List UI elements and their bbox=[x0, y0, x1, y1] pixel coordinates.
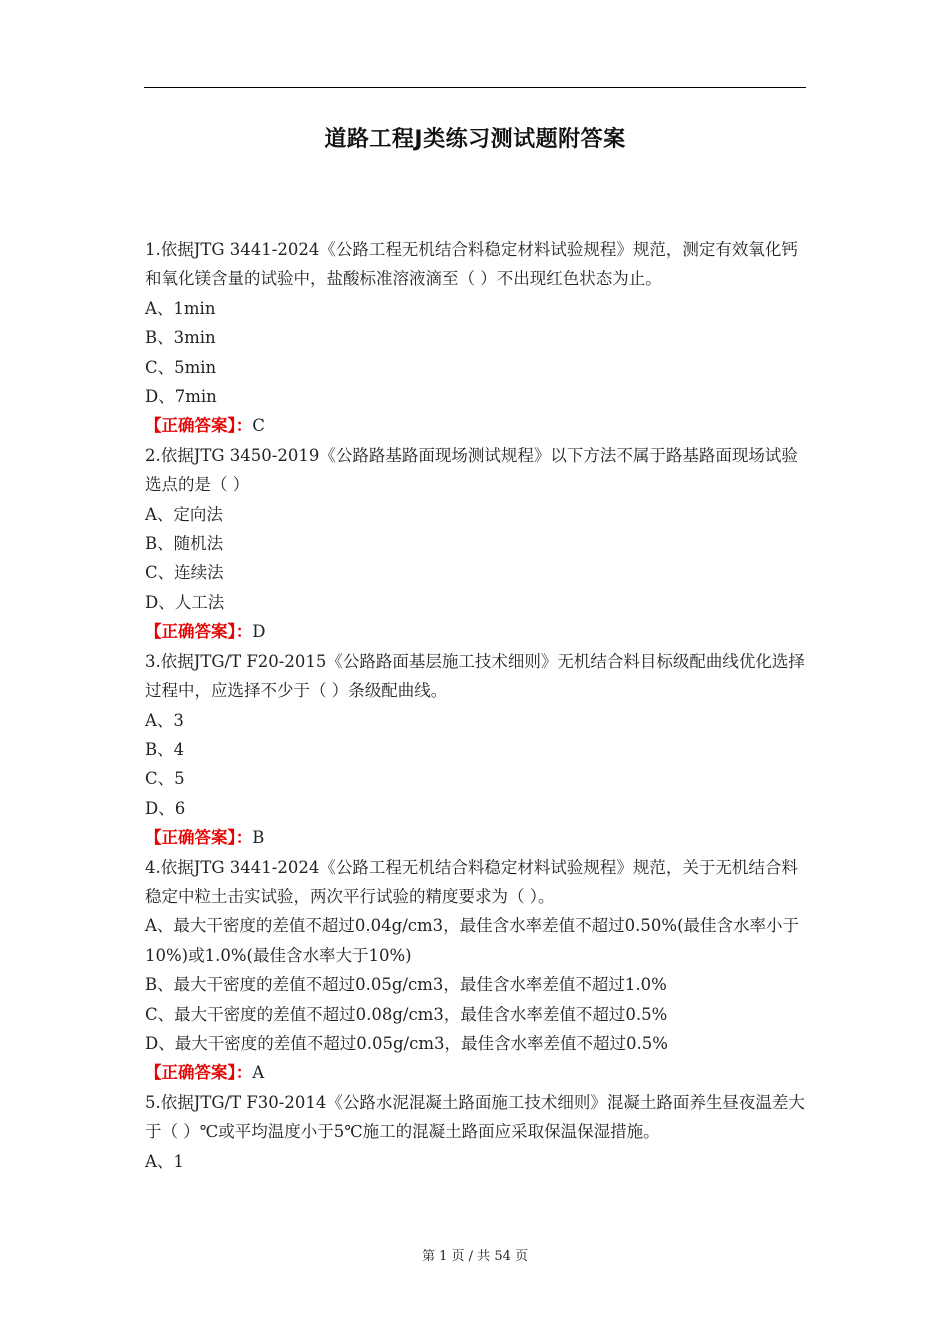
answer-option: A、3 bbox=[145, 710, 184, 730]
answer-option: C、5min bbox=[145, 357, 217, 377]
correct-answer bbox=[145, 1058, 809, 1087]
answer-option: B、4 bbox=[145, 739, 185, 759]
question-block bbox=[145, 647, 809, 853]
question-stem: 3.依据JTG/T F20-2015《公路路面基层施工技术细则》无机结合料目标级配曲线优化选择过程中，应选择不少于（ ）条级配曲线。 bbox=[145, 651, 805, 701]
answer-option: D、7min bbox=[145, 387, 217, 407]
answer-option: A、最大干密度的差值不超过0.04g/cm3，最佳含水率差值不超过0.50%(最佳含水率小于10%)或1.0%(最佳含水率大于10%) bbox=[145, 916, 800, 965]
answer-option: A、定向法 bbox=[145, 504, 223, 524]
correct-answer-label: 【正确答案】： bbox=[145, 416, 253, 436]
answer-option: B、最大干密度的差值不超过0.05g/cm3，最佳含水率差值不超过1.0% bbox=[145, 975, 667, 995]
answer-option: C、5 bbox=[145, 769, 185, 789]
page-footer: 第 1 页 / 共 54 页 bbox=[422, 1249, 528, 1264]
header-rule bbox=[144, 87, 806, 88]
question-stem: 4.依据JTG 3441-2024《公路工程无机结合料稳定材料试验规程》规范，关于无机结合料稳定中粒土击实试验，两次平行试验的精度要求为（ ）。 bbox=[145, 857, 798, 906]
correct-answer bbox=[145, 823, 809, 852]
correct-answer-value: D bbox=[252, 622, 266, 642]
answer-option: C、连续法 bbox=[145, 563, 224, 583]
question-block bbox=[145, 1088, 809, 1176]
answer-option: A、1min bbox=[145, 298, 216, 318]
correct-answer-label: 【正确答案】： bbox=[145, 622, 253, 642]
question-stem: 2.依据JTG 3450-2019《公路路基路面现场测试规程》以下方法不属于路基路面现场试验选点的是（ ） bbox=[145, 445, 798, 495]
correct-answer-label: 【正确答案】： bbox=[145, 1063, 253, 1083]
correct-answer bbox=[145, 411, 809, 440]
question-block bbox=[145, 853, 809, 1088]
question-stem: 5.依据JTG/T F30-2014《公路水泥混凝土路面施工技术细则》混凝土路面养生昼夜温差大于（ ）℃或平均温度小于5℃施工的混凝土路面应采取保温保湿措施。 bbox=[145, 1092, 805, 1142]
answer-option: D、最大干密度的差值不超过0.05g/cm3，最佳含水率差值不超过0.5% bbox=[145, 1033, 668, 1053]
correct-answer-value: A bbox=[252, 1063, 265, 1083]
correct-answer bbox=[145, 617, 809, 646]
answer-option: D、人工法 bbox=[145, 592, 225, 612]
answer-option: C、最大干密度的差值不超过0.08g/cm3，最佳含水率差值不超过0.5% bbox=[145, 1004, 668, 1024]
question-list bbox=[145, 235, 809, 1176]
correct-answer-label: 【正确答案】： bbox=[145, 828, 253, 848]
answer-option: A、1 bbox=[145, 1151, 184, 1171]
answer-option: B、随机法 bbox=[145, 534, 224, 554]
correct-answer-value: C bbox=[252, 416, 265, 436]
answer-option: D、6 bbox=[145, 798, 186, 818]
correct-answer-value: B bbox=[252, 828, 265, 848]
document-title: 道路工程J类练习测试题附答案 bbox=[324, 127, 626, 152]
question-block bbox=[145, 441, 809, 647]
answer-option: B、3min bbox=[145, 328, 216, 348]
question-stem: 1.依据JTG 3441-2024《公路工程无机结合料稳定材料试验规程》规范，测定有效氧化钙和氧化镁含量的试验中，盐酸标准溶液滴至（ ）不出现红色状态为止。 bbox=[145, 240, 798, 289]
question-block bbox=[145, 235, 809, 441]
